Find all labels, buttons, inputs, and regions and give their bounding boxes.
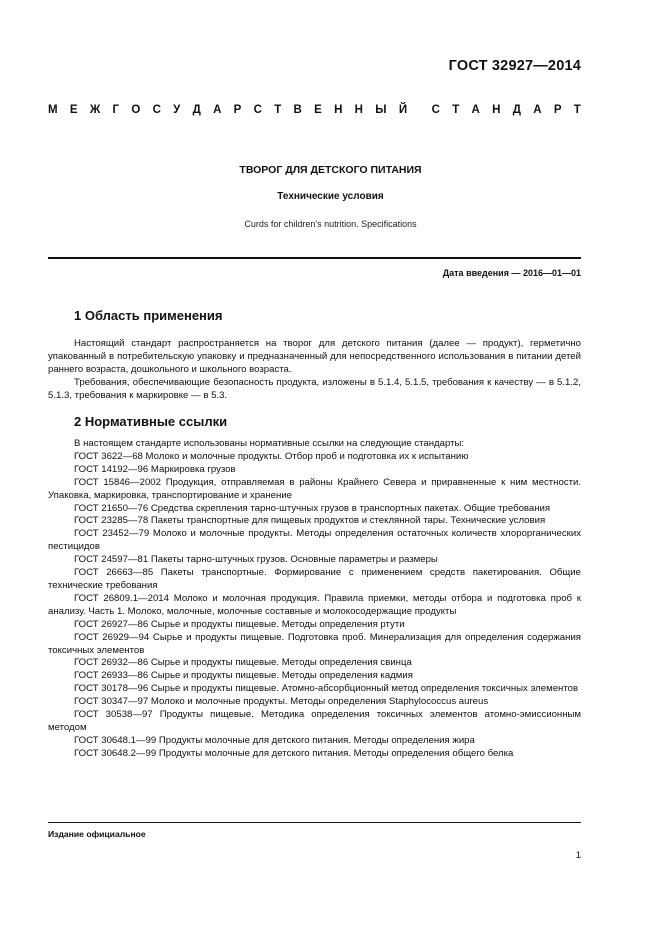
paragraph: Настоящий стандарт распространяется на творог для детского питания (далее — продукт), герметично упакованный в потребительскую упаковку и предназначенный для непосредственного использования в питании детей раннего возраста, дошкольного и школьного возраста. — [48, 338, 581, 375]
reference-item: ГОСТ 30648.2—99 Продукты молочные для детского питания. Методы определения общего белка — [74, 747, 514, 759]
reference-item: ГОСТ 30648.1—99 Продукты молочные для детского питания. Методы определения жира — [74, 734, 475, 746]
reference-item: ГОСТ 26932—86 Сырье и продукты пищевые. Методы определения свинца — [74, 657, 412, 669]
heading-letter: С — [152, 104, 161, 116]
heading-letter: С — [253, 104, 262, 116]
heading-letter: Г — [112, 104, 120, 116]
heading-letter: У — [173, 104, 181, 116]
reference-item: ГОСТ 26809.1—2014 Молоко и молочная продукция. Правила приемки, методы отбора и подготовка проб к анализу. Часть 1. Молоко, молочные, молочные составные и молокосодержащие продукты — [48, 592, 581, 617]
heading-letter: Т — [274, 104, 282, 116]
footer-divider — [48, 822, 581, 823]
reference-item: ГОСТ 23285—78 Пакеты транспортные для пищевых продуктов и стеклянной тары. Технические условия — [74, 515, 546, 527]
heading-letter: Ы — [375, 104, 387, 116]
heading-letter: Т — [573, 104, 581, 116]
reference-item: ГОСТ 26933—86 Сырье и продукты пищевые. Методы определения кадмия — [74, 670, 413, 682]
document-title: ТВОРОГ ДЛЯ ДЕТСКОГО ПИТАНИЯ — [239, 164, 422, 176]
reference-item: ГОСТ 30538—97 Продукты пищевые. Методика определения токсичных элементов атомно-эмиссионным методом — [48, 709, 581, 733]
english-title: Curds for children's nutrition. Specifications — [244, 219, 417, 229]
heading-letter: М — [48, 104, 58, 116]
reference-item: ГОСТ 26663—85 Пакеты транспортные. Формирование с применением средств пакетирования. Общие технические требования — [48, 567, 581, 591]
heading-letter: Е — [69, 104, 78, 116]
reference-item: ГОСТ 24597—81 Пакеты тарно-штучных грузов. Основные параметры и размеры — [74, 554, 438, 566]
standard-code: ГОСТ 32927—2014 — [448, 58, 581, 74]
heading-letter: С — [431, 104, 440, 116]
heading-letter: А — [533, 104, 542, 116]
reference-item: ГОСТ 26927—86 Сырье и продукты пищевые. Методы определения ртути — [74, 618, 405, 630]
heading-letter: Ж — [89, 104, 101, 116]
section-1-body — [48, 338, 581, 403]
section-2-heading: 2 Нормативные ссылки — [74, 414, 228, 429]
heading-letter: Р — [233, 104, 242, 116]
heading-letter: А — [213, 104, 222, 116]
paragraph: В настоящем стандарте использованы нормативные ссылки на следующие стандарты: — [74, 438, 465, 449]
heading-letter: Н — [492, 104, 501, 116]
reference-item: ГОСТ 30347—97 Молоко и молочные продукты. Методы определения Staphylococcus aureus — [74, 696, 489, 708]
heading-letter: В — [293, 104, 302, 116]
introduction-date: Дата введения — 2016—01—01 — [442, 268, 581, 278]
heading-letter: Н — [354, 104, 363, 116]
heading-letter: Е — [314, 104, 322, 116]
heading-letter: Р — [553, 104, 562, 116]
heading-letter: Н — [334, 104, 343, 116]
heading-letter: Д — [512, 104, 521, 116]
reference-item: ГОСТ 21650—76 Средства скрепления тарно-штучных грузов в транспортных пакетах. Общие требования — [74, 502, 551, 514]
heading-letter: Т — [452, 104, 460, 116]
page-number: 1 — [575, 850, 581, 861]
section-1-heading: 1 Область применения — [74, 308, 223, 323]
reference-item: ГОСТ 26929—94 Сырье и продукты пищевые. Подготовка проб. Минерализация для определения содержания токсичных элементов — [48, 631, 581, 656]
section-2-body — [48, 438, 581, 761]
reference-item: ГОСТ 30178—96 Сырье и продукты пищевые. Атомно-абсорбционный метод определения токсичных элементов — [74, 683, 579, 695]
heading-letter: О — [131, 104, 141, 116]
reference-item: ГОСТ 23452—79 Молоко и молочные продукты. Методы определения остаточных количеств хлорорганических пестицидов — [48, 528, 581, 553]
paragraph: Требования, обеспечивающие безопасность продукта, изложены в 5.1.4, 5.1.5, требования к качеству — в 5.1.2, 5.1.3, требования к маркировке — в 5.3. — [48, 376, 581, 401]
heading-letter: А — [471, 104, 480, 116]
heading-letter: Й — [398, 104, 408, 116]
reference-item: ГОСТ 14192—96 Маркировка грузов — [74, 463, 236, 475]
heading-letter: Д — [192, 104, 201, 116]
reference-item: ГОСТ 15846—2002 Продукция, отправляемая в районы Крайнего Севера и приравненные к ним местности. Упаковка, маркировка, транспортирование и хранение — [48, 476, 581, 501]
document-subtitle: Технические условия — [277, 191, 384, 202]
interstate-standard-heading — [48, 104, 581, 116]
reference-item: ГОСТ 3622—68 Молоко и молочные продукты. Отбор проб и подготовка их к испытанию — [74, 450, 469, 462]
title-divider — [48, 257, 581, 259]
edition-label: Издание официальное — [48, 829, 146, 839]
